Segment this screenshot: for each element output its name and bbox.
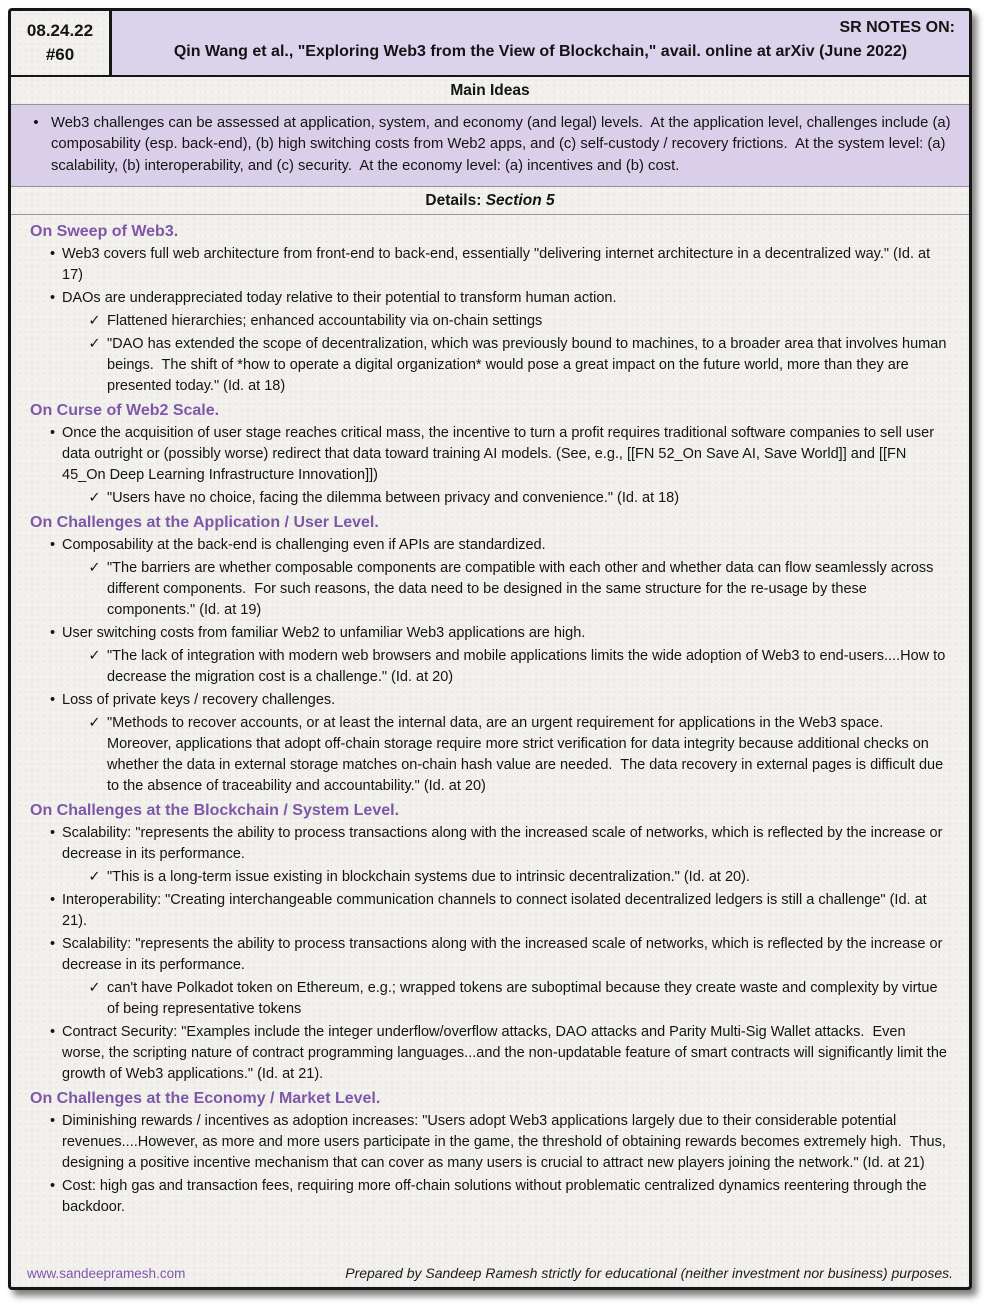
check-item [27,488,951,509]
bullet-icon: • [49,892,56,909]
item-text: Once the acquisition of user stage reaches critical mass, the incentive to turn a profit requires traditional software companies to sell user data outright or (possibly worse) redirect that data toward training AI models. (See, e.g., [[FN 52_On Save AI, Save World]] and [[FN 45_On Deep Learning Infrastructure Innovation]]) [62,425,939,484]
website-link[interactable]: www.sandeepramesh.com [27,1266,186,1281]
item-text: Diminishing rewards / incentives as adoption increases: "Users adopt Web3 applications largely due to their considerable potential revenues....However, as more and more users participate in the game, the threshold of obtaining rewards becomes extremely high. Thus, designing a positive incentive mechanism that can cover as many users is crucial to attract new players joining the network." (Id. at 21) [62,1113,950,1172]
item-text: Contract Security: "Examples include the integer underflow/overflow attacks, DAO attacks and Parity Multi-Sig Wallet attacks. Even worse, the scripting nature of contract programming languages...and the non-updatable feature of smart contracts will significantly limit the growth of Web3 applications." (Id. at 21). [62,1024,951,1083]
check-item [27,978,951,1020]
bullet-icon: • [49,625,56,642]
section-heading: On Challenges at the Economy / Market Level. [30,1090,381,1108]
details-content [11,215,969,1264]
check-icon: ✓ [88,980,101,997]
item-text: Interoperability: "Creating interchangeable communication channels to connect isolated decentralized ledgers is still a challenge" (Id. at 21). [62,892,931,930]
check-item [27,646,951,688]
footer [11,1264,969,1287]
sr-notes-label: SR NOTES ON: [839,19,955,36]
check-item [27,334,951,397]
item-text: "The lack of integration with modern web browsers and mobile applications limits the wide adoption of Web3 to end-users....How to decrease the migration cost is a challenge." (Id. at 20) [107,648,950,686]
bullet-item [27,1022,951,1085]
item-text: User switching costs from familiar Web2 to unfamiliar Web3 applications are high. [62,625,586,642]
check-icon: ✓ [88,336,101,353]
main-idea-text: Web3 challenges can be assessed at application, system, and economy (and legal) levels. At the application level, challenges include (a) composability (esp. back-end), (b) high switching costs from Web2 apps, and (c) self-custody / recovery frictions. At the system level: (a) scalability, (b) interoperability, and (c) security. At the economy level: (a) incentives and (b) cost. [51,114,955,174]
item-text: Cost: high gas and transaction fees, requiring more off-chain solutions without problematic centralized dynamics reentering through the backdoor. [62,1178,931,1216]
bullet-icon: • [49,537,56,554]
item-text: "This is a long-term issue existing in blockchain systems due to intrinsic decentralization." (Id. at 20). [107,869,750,886]
bullet-item [21,113,955,178]
note-card [8,8,972,1290]
bullet-item [27,288,951,309]
check-icon: ✓ [88,648,101,665]
bullet-icon: • [49,1113,56,1130]
details-section-label: Section 5 [485,192,555,210]
disclaimer-text: Prepared by Sandeep Ramesh strictly for educational (neither investment nor business) purposes. [345,1265,953,1281]
item-text: Scalability: "represents the ability to process transactions along with the increased scale of networks, which is reflected by the increase or decrease in its performance. [62,825,947,863]
bullet-item [27,890,951,932]
bullet-icon: • [49,692,56,709]
header [11,11,969,77]
bullet-icon: • [33,114,39,131]
check-icon: ✓ [88,313,101,330]
bullet-item [27,823,951,865]
check-item [27,311,951,332]
bullet-item [27,690,951,711]
check-icon: ✓ [88,560,101,577]
bullet-icon: • [49,936,56,953]
section-heading: On Challenges at the Application / User Level. [30,514,379,532]
item-text: Composability at the back-end is challenging even if APIs are standardized. [62,537,546,554]
item-text: "The barriers are whether composable components are compatible with each other and whether data can flow seamlessly across different components. For such reasons, the data need to be designed in the same structure for the re-usage by these components." (Id. at 19) [107,560,938,619]
details-heading [11,187,969,215]
note-title: Qin Wang et al., "Exploring Web3 from the View of Blockchain," avail. online at arXiv (June 2022) [173,42,908,60]
item-text: "Methods to recover accounts, or at least the internal data, are an urgent requirement for applications in the Web3 space. Moreover, applications that adopt off-chain storage require more strict verification for data integrity because additional checks on whether the data in external storage matches on-chain hash value are needed. The data recovery in external pages is difficult due to the absence of traceability and accountability." (Id. at 20) [107,715,948,795]
section-heading: On Sweep of Web3. [30,223,179,241]
check-icon: ✓ [88,869,101,886]
item-text: Web3 covers full web architecture from front-end to back-end, essentially "delivering internet architecture in a decentralized way." (Id. at 17) [62,246,935,284]
item-text: "DAO has extended the scope of decentralization, which was previously bound to machines, to a broader area that involves human beings. The shift of *how to operate a digital organization* would pose a great impact on the future world, more than they are presented today." (Id. at 18) [107,336,951,395]
item-text: can't have Polkadot token on Ethereum, e.g.; wrapped tokens are suboptimal because they create waste and complexity by virtue of being representative tokens [107,980,942,1018]
bullet-item [27,423,951,486]
note-date: 08.24.22 [26,21,94,40]
check-icon: ✓ [88,715,101,732]
bullet-item [27,535,951,556]
main-ideas-heading: Main Ideas [11,77,969,105]
item-text: Loss of private keys / recovery challenges. [62,692,336,709]
section-heading: On Challenges at the Blockchain / System Level. [30,802,400,820]
bullet-icon: • [49,246,56,263]
main-ideas-box [11,105,969,188]
bullet-item [27,623,951,644]
note-number: #60 [45,44,75,64]
item-text: Scalability: "represents the ability to process transactions along with the increased scale of networks, which is reflected by the increase or decrease in its performance. [62,936,947,974]
header-title-block [112,11,969,75]
bullet-item [27,1176,951,1218]
bullet-icon: • [49,825,56,842]
item-text: "Users have no choice, facing the dilemma between privacy and convenience." (Id. at 18) [107,490,680,507]
date-badge [11,11,112,75]
check-item [27,558,951,621]
item-text: Flattened hierarchies; enhanced accountability via on-chain settings [107,313,543,330]
bullet-item [27,934,951,976]
bullet-item [27,1111,951,1174]
item-text: DAOs are underappreciated today relative to their potential to transform human action. [62,290,617,307]
bullet-icon: • [49,425,56,442]
details-prefix: Details: [425,192,486,210]
bullet-icon: • [49,1178,56,1195]
section-heading: On Curse of Web2 Scale. [30,402,220,420]
bullet-item [27,244,951,286]
bullet-icon: • [49,1024,56,1041]
check-item [27,713,951,797]
check-item [27,867,951,888]
bullet-icon: • [49,290,56,307]
check-icon: ✓ [88,490,101,507]
